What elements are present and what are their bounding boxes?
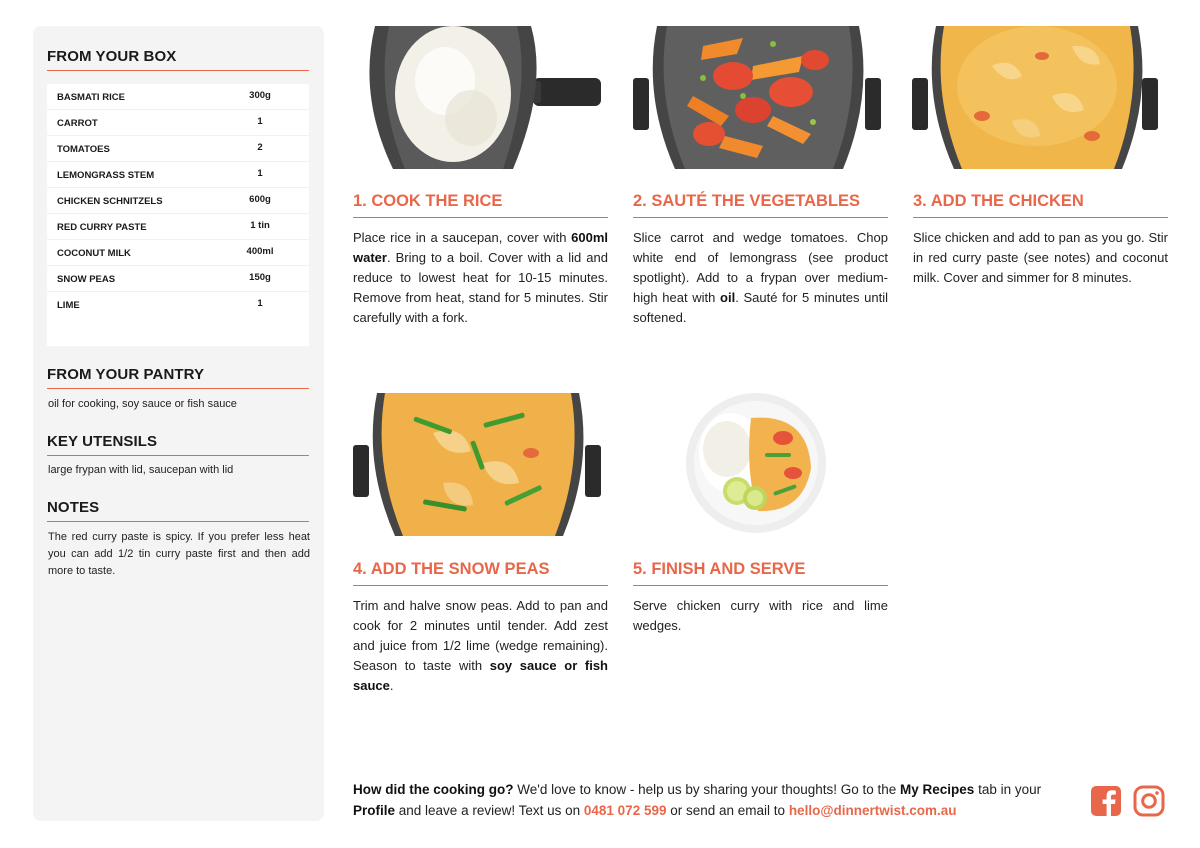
table-row: [47, 292, 309, 318]
vegetables-frypan-image: [633, 26, 888, 169]
snow-peas-curry-pan-image: [353, 393, 608, 536]
table-row: [47, 214, 309, 240]
chicken-curry-pan-image: [912, 26, 1167, 169]
step-text-segment: Slice chicken and add to pan as you go. Stir in red curry paste (see notes) and coconut milk. Cover and simmer for 8 minutes.: [913, 230, 1168, 285]
ingredient-name: RED CURRY PASTE: [57, 222, 147, 233]
step-text-segment: .: [389, 678, 394, 693]
step-text-segment: Slice carrot and wedge tomatoes. Chop white end of lemongrass (see product spotlight). Add to a frypan over medium-high heat with: [633, 230, 888, 305]
ingredient-name: COCONUT MILK: [57, 248, 131, 259]
ingredient-name: TOMATOES: [57, 144, 110, 155]
ingredient-name: CARROT: [57, 118, 98, 129]
footer-text: tab in your: [974, 782, 1042, 797]
ingredient-name: CHICKEN SCHNITZELS: [57, 196, 163, 207]
ingredient-qty: 400ml: [246, 246, 274, 257]
my-recipes-link[interactable]: My Recipes: [900, 782, 975, 797]
ingredients-sidebar: [33, 26, 324, 821]
email-link[interactable]: hello@dinnertwist.com.au: [788, 803, 957, 818]
footer-text: We'd love to know - help us by sharing your thoughts! Go to the: [513, 782, 901, 797]
step-2-text: [633, 228, 888, 328]
key-utensils-title: KEY UTENSILS: [47, 433, 309, 456]
ingredient-qty: 2: [257, 142, 263, 153]
step-5-text: [633, 596, 888, 636]
step-5-title: 5. FINISH AND SERVE: [633, 560, 888, 586]
ingredient-name: LIME: [57, 300, 80, 311]
plated-curry-image: [633, 393, 888, 536]
step-3-title: 3. ADD THE CHICKEN: [913, 192, 1168, 218]
step-text-segment: . Sauté for 5 minutes until softened.: [633, 290, 888, 325]
facebook-icon[interactable]: [1090, 785, 1122, 817]
bold-ingredient: 600ml water: [353, 230, 608, 265]
notes-text: The red curry paste is spicy. If you prefer less heat you can add 1/2 tin curry paste first and then add more to taste.: [48, 531, 310, 577]
from-your-pantry-title: FROM YOUR PANTRY: [47, 366, 309, 389]
table-row: [47, 240, 309, 266]
feedback-question: How did the cooking go?: [353, 782, 514, 797]
profile-link[interactable]: Profile: [353, 803, 396, 818]
step-text-segment: Place rice in a saucepan, cover with: [353, 230, 572, 245]
phone-number-link[interactable]: 0481 072 599: [583, 803, 667, 818]
from-your-box-title: FROM YOUR BOX: [47, 48, 309, 71]
table-row: [47, 188, 309, 214]
ingredient-qty: 300g: [249, 90, 271, 101]
bold-ingredient: soy sauce or fish sauce: [353, 658, 608, 693]
rice-saucepan-image: [353, 26, 608, 169]
footer-text: or send an email to: [666, 803, 789, 818]
step-text-segment: Serve chicken curry with rice and lime wedges.: [633, 598, 888, 633]
table-row: [47, 84, 309, 110]
ingredient-qty: 1: [257, 116, 263, 127]
step-4-title: 4. ADD THE SNOW PEAS: [353, 560, 608, 586]
notes-title: NOTES: [47, 499, 309, 522]
step-1-title: 1. COOK THE RICE: [353, 192, 608, 218]
footer-text: and leave a review! Text us on: [395, 803, 584, 818]
table-row: [47, 136, 309, 162]
step-4-text: [353, 596, 608, 696]
ingredient-qty: 1: [257, 298, 263, 309]
ingredient-name: LEMONGRASS STEM: [57, 170, 155, 181]
table-row: [47, 162, 309, 188]
ingredient-qty: 1: [257, 168, 263, 179]
ingredient-qty: 150g: [249, 272, 271, 283]
ingredient-name: BASMATI RICE: [57, 92, 125, 103]
instagram-icon[interactable]: [1133, 785, 1165, 817]
feedback-footer: [353, 779, 1073, 821]
pantry-text: oil for cooking, soy sauce or fish sauce: [48, 398, 237, 410]
step-text-segment: . Bring to a boil. Cover with a lid and reduce to lowest heat for 10-15 minutes. Remove from heat, stand for 5 minutes. Stir carefully with a fork.: [353, 250, 608, 325]
utensils-text: large frypan with lid, saucepan with lid: [48, 464, 234, 476]
table-row: [47, 266, 309, 292]
box-items-table: [47, 84, 309, 346]
ingredient-name: SNOW PEAS: [57, 274, 116, 285]
bold-ingredient: oil: [720, 290, 736, 305]
ingredient-qty: 600g: [249, 194, 271, 205]
step-3-text: [913, 228, 1168, 288]
step-text-segment: Trim and halve snow peas. Add to pan and cook for 2 minutes until tender. Add zest and juice from 1/2 lime (wedge remaining). Season to taste with: [353, 598, 608, 673]
step-1-text: [353, 228, 608, 328]
step-2-title: 2. SAUTÉ THE VEGETABLES: [633, 192, 888, 218]
table-row: [47, 110, 309, 136]
ingredient-qty: 1 tin: [250, 220, 270, 231]
